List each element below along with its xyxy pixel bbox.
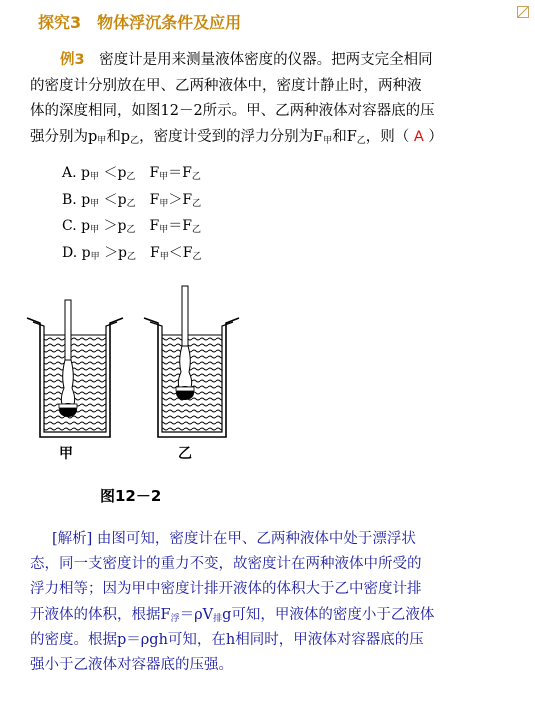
liquid-left <box>44 335 106 432</box>
beaker-right <box>144 318 239 437</box>
label-yi: 乙 <box>178 446 192 462</box>
analysis-line-4: 开液体的体积，根据$F_浮=\rho V_排g$可知，甲液体的密度小于乙液体 <box>30 606 435 624</box>
option-a: A. $p_甲 <p_乙$ $F_甲=F_乙$ <box>62 165 201 182</box>
example-label: 例3 <box>60 52 85 68</box>
question-line-2: 的密度计分别放在甲、乙两种液体中，密度计静止时，两种液 <box>30 77 422 94</box>
analysis-line-5: 的密度。根据p＝ρgh可知，在h相同时，甲液体对容器底的压 <box>30 631 424 648</box>
analysis-line-1: [解析] 由图可知，密度计在甲、乙两种液体中处于漂浮状 <box>52 531 416 547</box>
analysis-line-6: 强小于乙液体对容器底的压强。 <box>30 656 233 673</box>
analysis-line-3: 浮力相等；因为甲中密度计排开液体的体积大于乙中密度计排 <box>30 581 422 598</box>
question-line-1: 例3 密度计是用来测量液体密度的仪器。把两支完全相同 <box>60 52 433 68</box>
analysis-block <box>30 527 524 678</box>
section-title: 探究3 物体浮沉条件及应用 <box>38 13 242 32</box>
label-jia: 甲 <box>59 446 73 462</box>
question-line-4: 强分别为$p_甲$和$p_乙$，密度计受到的浮力分别为$F_甲$和$F_乙$，则（ A ） <box>30 128 443 146</box>
beaker-left <box>27 318 123 437</box>
option-b: B. $p_甲 <p_乙$ $F_甲>F_乙$ <box>62 191 202 209</box>
option-d: D. $p_甲 >p_乙$ $F_甲<F_乙$ <box>62 244 202 262</box>
question-line-3: 体的深度相同，如图12－2所示。甲、乙两种液体对容器底的压 <box>30 103 435 119</box>
figure-caption: 图12－2 <box>100 487 162 505</box>
answer-mark: A <box>413 128 424 145</box>
option-c: C. $p_甲 >p_乙$ $F_甲=F_乙$ <box>62 218 201 235</box>
analysis-line-2: 态，同一支密度计的重力不变，故密度计在两种液体中所受的 <box>30 556 422 573</box>
